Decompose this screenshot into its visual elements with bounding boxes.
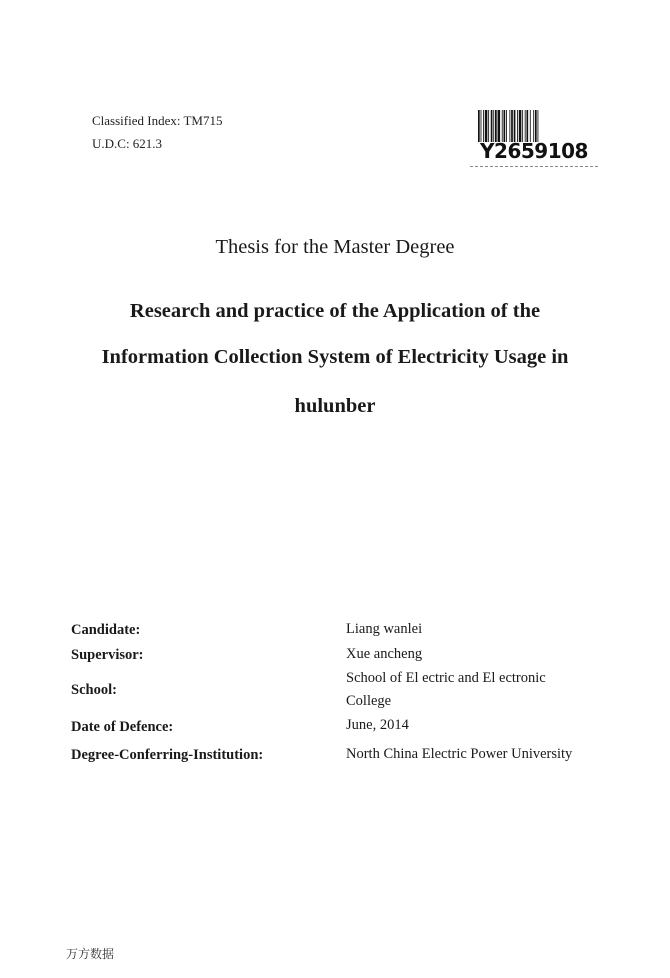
thesis-title-line-2: Information Collection System of Electricity Usage in xyxy=(101,346,569,368)
supervisor-label: Supervisor: xyxy=(71,647,144,663)
barcode-bars xyxy=(478,110,590,142)
classified-index: Classified Index: TM715 xyxy=(92,113,223,128)
wanfang-watermark: 万方数据 xyxy=(66,947,115,961)
institution-label: Degree-Conferring-Institution: xyxy=(71,747,264,763)
school-value-line-1: School of El ectric and El ectronic xyxy=(346,670,546,686)
udc-code: U.D.C: 621.3 xyxy=(92,136,163,151)
defence-date-label: Date of Defence: xyxy=(71,719,174,735)
supervisor-value: Xue ancheng xyxy=(346,646,423,662)
barcode-label xyxy=(470,108,598,172)
degree-heading: Thesis for the Master Degree xyxy=(215,236,455,258)
institution-value: North China Electric Power University xyxy=(346,746,573,762)
candidate-value: Liang wanlei xyxy=(346,621,423,637)
school-label: School: xyxy=(71,682,117,698)
school-value-line-2: College xyxy=(346,693,392,709)
thesis-title-line-1: Research and practice of the Application of the xyxy=(129,300,541,322)
barcode-divider xyxy=(470,166,598,167)
defence-date-value: June, 2014 xyxy=(346,717,409,733)
candidate-label: Candidate: xyxy=(71,622,141,638)
barcode-number: Y2659108 xyxy=(480,139,588,163)
thesis-title-line-3: hulunber xyxy=(294,395,376,417)
